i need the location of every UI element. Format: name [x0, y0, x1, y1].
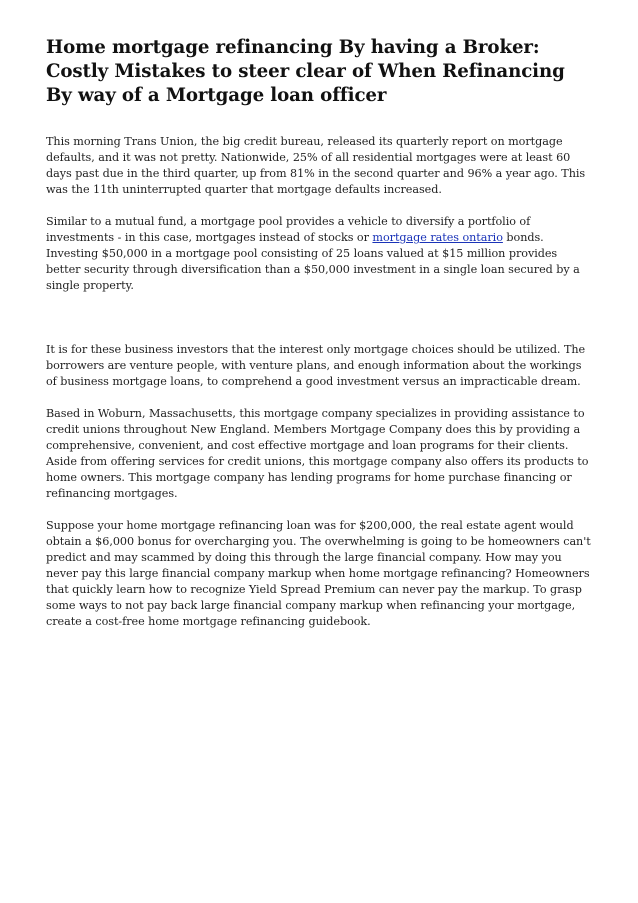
- paragraph-text-before-link: Similar to a mutual fund, a mortgage pool provides a vehicle to diversify a portfolio of investments - in this case, mortgages instead of stocks or: [46, 215, 531, 244]
- paragraph-credit-report: This morning Trans Union, the big credit bureau, released its quarterly report on mortgage defaults, and it was not pretty. Nationwide, 25% of all residential mortgages were at least 60 days past due in the third quarter, up from 81% in the second quarter and 96% a year ago. This was the 11th uninterrupted quarter that mortgage defaults increased.: [46, 135, 586, 196]
- document-page: [46, 36, 594, 646]
- mortgage-rates-link[interactable]: mortgage rates ontario: [372, 231, 503, 244]
- paragraph-woburn-company: Based in Woburn, Massachusetts, this mortgage company specializes in providing assistance to credit unions throughout New England. Members Mortgage Company does this by providing a comprehensive, convenient, and cost effective mortgage and loan programs for their clients. Aside from offering services for credit unions, this mortgage company also offers its products to home owners. This mortgage company has lending programs for home purchase financing or refinancing mortgages.: [46, 407, 589, 500]
- document-title: Home mortgage refinancing By having a Broker: Costly Mistakes to steer clear of When Refinancing By way of a Mortgage loan officer: [46, 37, 565, 106]
- paragraph-refinancing-loan: Suppose your home mortgage refinancing loan was for $200,000, the real estate agent would obtain a $6,000 bonus for overcharging you. The overwhelming is going to be homeowners can't predict and may scammed by doing this through the large financial company. How may you never pay this large financial company markup when home mortgage refinancing? Homeowners that quickly learn how to recognize Yield Spread Premium can never pay the markup. To grasp some ways to not pay back large financial company markup when refinancing your mortgage, create a cost-free home mortgage refinancing guidebook.: [46, 519, 591, 628]
- paragraph-mortgage-pool: [46, 214, 594, 294]
- paragraph-business-investors: It is for these business investors that the interest only mortgage choices should be utilized. The borrowers are venture people, with venture plans, and enough information about the workings of business mortgage loans, to comprehend a good investment versus an impracticable dream.: [46, 343, 586, 388]
- paragraph-text-after-link: bonds. Investing $50,000 in a mortgage pool consisting of 25 loans valued at $15 million provides better security through diversification than a $50,000 investment in a single loan secured by a single property.: [46, 231, 580, 292]
